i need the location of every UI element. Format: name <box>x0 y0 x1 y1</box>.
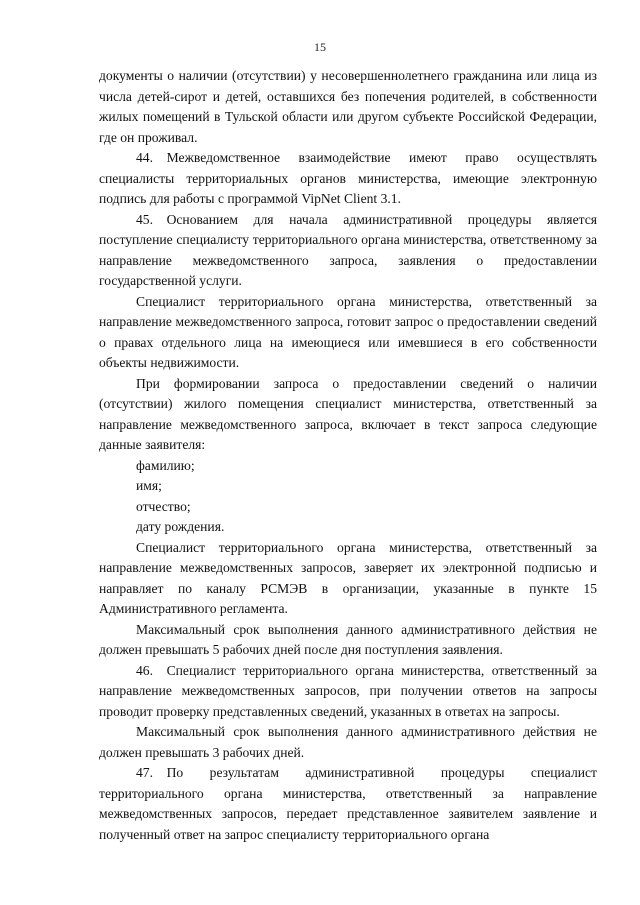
paragraph-45-deadline: Максимальный срок выполнения данного административного действия не должен превышать 5 рабочих дней после дня поступления заявления. <box>99 621 597 657</box>
document-body <box>99 66 597 845</box>
paragraph-45: 45. Основанием для начала административной процедуры является поступление специалисту территориального органа министерства, ответственному за направление межведомственного запроса, заявления о предоставлении государственной услуги. <box>99 211 597 288</box>
list-item-name: имя; <box>136 478 162 493</box>
page-number: 15 <box>314 40 326 54</box>
paragraph-45-data: При формировании запроса о предоставлении сведений о наличии (отсутствии) жилого помещения специалист министерства, ответственный за направление межведомственного запроса, включает в текст запроса следующие данные заявителя: <box>99 375 597 452</box>
paragraph-45-request: Специалист территориального органа министерства, ответственный за направление межведомственного запроса, готовит запрос о предоставлении сведений о правах отдельного лица на имеющиеся или имевшиеся в его собственности объекты недвижимости. <box>99 293 597 370</box>
paragraph-46: 46. Специалист территориального органа министерства, ответственный за направление межведомственных запросов, при получении ответов на запросы проводит проверку представленных сведений, указанных в ответах на запросы. <box>99 662 597 719</box>
list-item-patronymic: отчество; <box>136 498 191 514</box>
paragraph-46-deadline: Максимальный срок выполнения данного административного действия не должен превышать 3 рабочих дней. <box>99 724 597 760</box>
paragraph-47: 47. По результатам административной процедуры специалист территориального органа министерства, ответственный за направление межведомственных запросов, передает представленное заявителем заявление и полученный ответ на запрос специалисту территориального органа <box>99 765 597 842</box>
list-item-birthdate: дату рождения. <box>136 519 225 534</box>
list-item-surname: фамилию; <box>136 457 195 473</box>
paragraph-45-signature: Специалист территориального органа министерства, ответственный за направление межведомственных запросов, заверяет их электронной подписью и направляет по каналу РСМЭВ в организации, указанные в пункте 15 Административного регламента. <box>99 539 597 616</box>
paragraph-documents: документы о наличии (отсутствии) у несовершеннолетнего гражданина или лица из числа детей-сирот и детей, оставшихся без попечения родителей, в собственности жилых помещений в Тульской области или другом субъекте Российской Федерации, где он проживал. <box>99 68 597 145</box>
paragraph-44: 44. Межведомственное взаимодействие имеют право осуществлять специалисты территориальных органов министерства, имеющие электронную подпись для работы с программой VipNet Client 3.1. <box>99 150 597 206</box>
